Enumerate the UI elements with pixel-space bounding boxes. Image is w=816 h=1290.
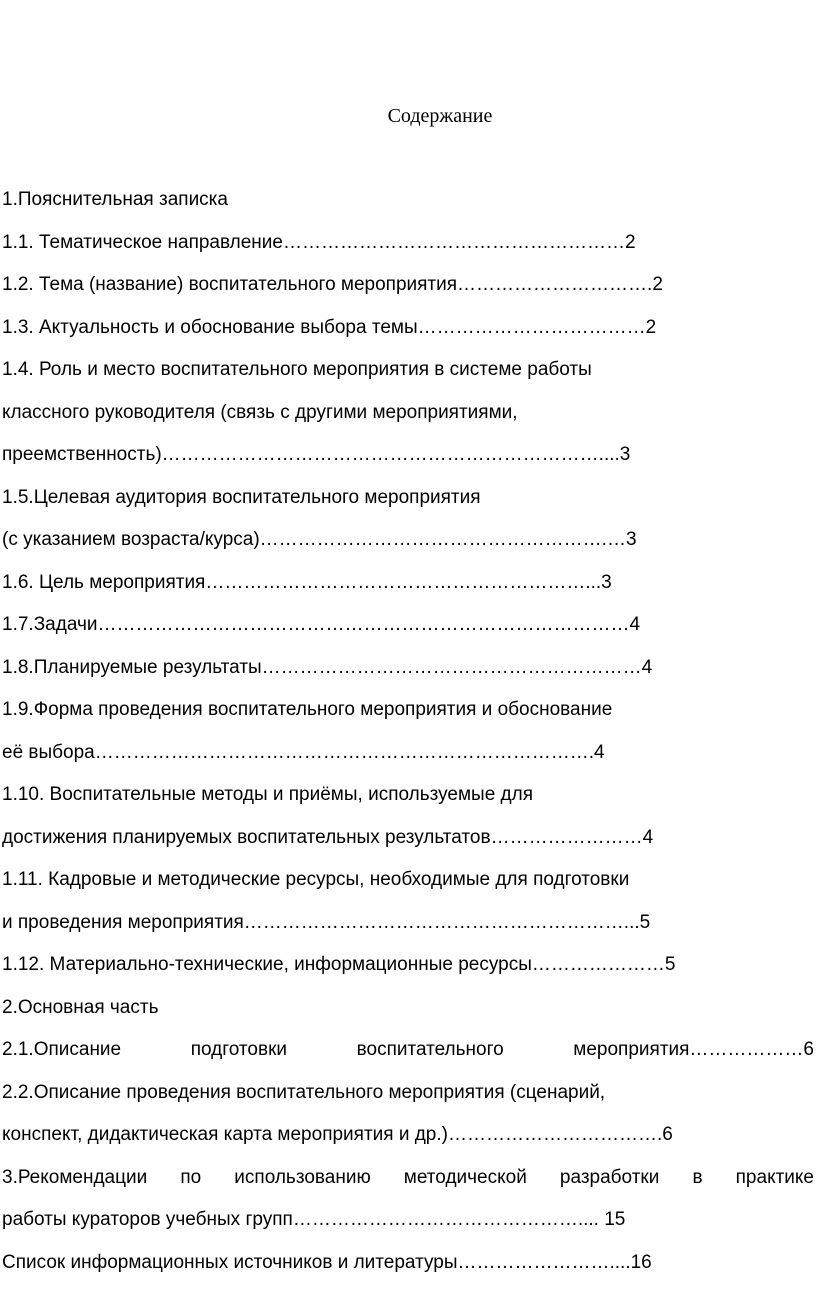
- toc-line: 1.2. Тема (название) воспитательного мероприятия………………………….2: [0, 270, 816, 313]
- toc-line: 1.4. Роль и место воспитательного мероприятия в системе работы: [0, 355, 816, 398]
- page-title: Содержание: [0, 102, 816, 130]
- toc-line: преемственность)……………………………………………………………....3: [0, 440, 816, 483]
- toc-line: достижения планируемых воспитательных результатов……………………4: [0, 823, 816, 866]
- toc-line: 1.7.Задачи…………………………………………………………………………4: [0, 610, 816, 653]
- toc-line: 1.5.Целевая аудитория воспитательного мероприятия: [0, 483, 816, 526]
- toc-line: классного руководителя (связь с другими мероприятиями,: [0, 398, 816, 441]
- toc-line: 1.3. Актуальность и обоснование выбора темы………………………………2: [0, 313, 816, 356]
- toc-line: конспект, дидактическая карта мероприятия и др.)…………………………….6: [0, 1120, 816, 1163]
- toc-line: и проведения мероприятия……………………………………………………...5: [0, 908, 816, 951]
- toc-line: 1.6. Цель мероприятия……………………………………………………...3: [0, 568, 816, 611]
- toc-line: 1.9.Форма проведения воспитательного мероприятия и обоснование: [0, 695, 816, 738]
- toc-line: 3.Рекомендации по использованию методической разработки в практике: [0, 1163, 814, 1206]
- toc-line: 1.12. Материально-технические, информационные ресурсы…………………5: [0, 950, 816, 993]
- toc-line: её выбора…………………………………………………………………….4: [0, 738, 816, 781]
- toc-line: (с указанием возраста/курса)……………………………………………….…3: [0, 525, 816, 568]
- toc-line: 1.1. Тематическое направление………………………………………………2: [0, 228, 816, 271]
- toc-line: 1.10. Воспитательные методы и приёмы, используемые для: [0, 780, 816, 823]
- toc-line: работы кураторов учебных групп……………………………………….... 15: [0, 1205, 816, 1248]
- toc-line: 1.Пояснительная записка: [0, 185, 816, 228]
- toc-line: 2.1.Описание подготовки воспитательного мероприятия………………6: [0, 1035, 814, 1078]
- toc-line: Список информационных источников и литературы……………………....16: [0, 1248, 816, 1290]
- toc-line: 1.11. Кадровые и методические ресурсы, необходимые для подготовки: [0, 865, 816, 908]
- table-of-contents: [0, 185, 816, 1290]
- toc-line: 1.8.Планируемые результаты……………………………………………………4: [0, 653, 816, 696]
- toc-line: 2.Основная часть: [0, 993, 816, 1036]
- toc-line: 2.2.Описание проведения воспитательного мероприятия (сценарий,: [0, 1078, 816, 1121]
